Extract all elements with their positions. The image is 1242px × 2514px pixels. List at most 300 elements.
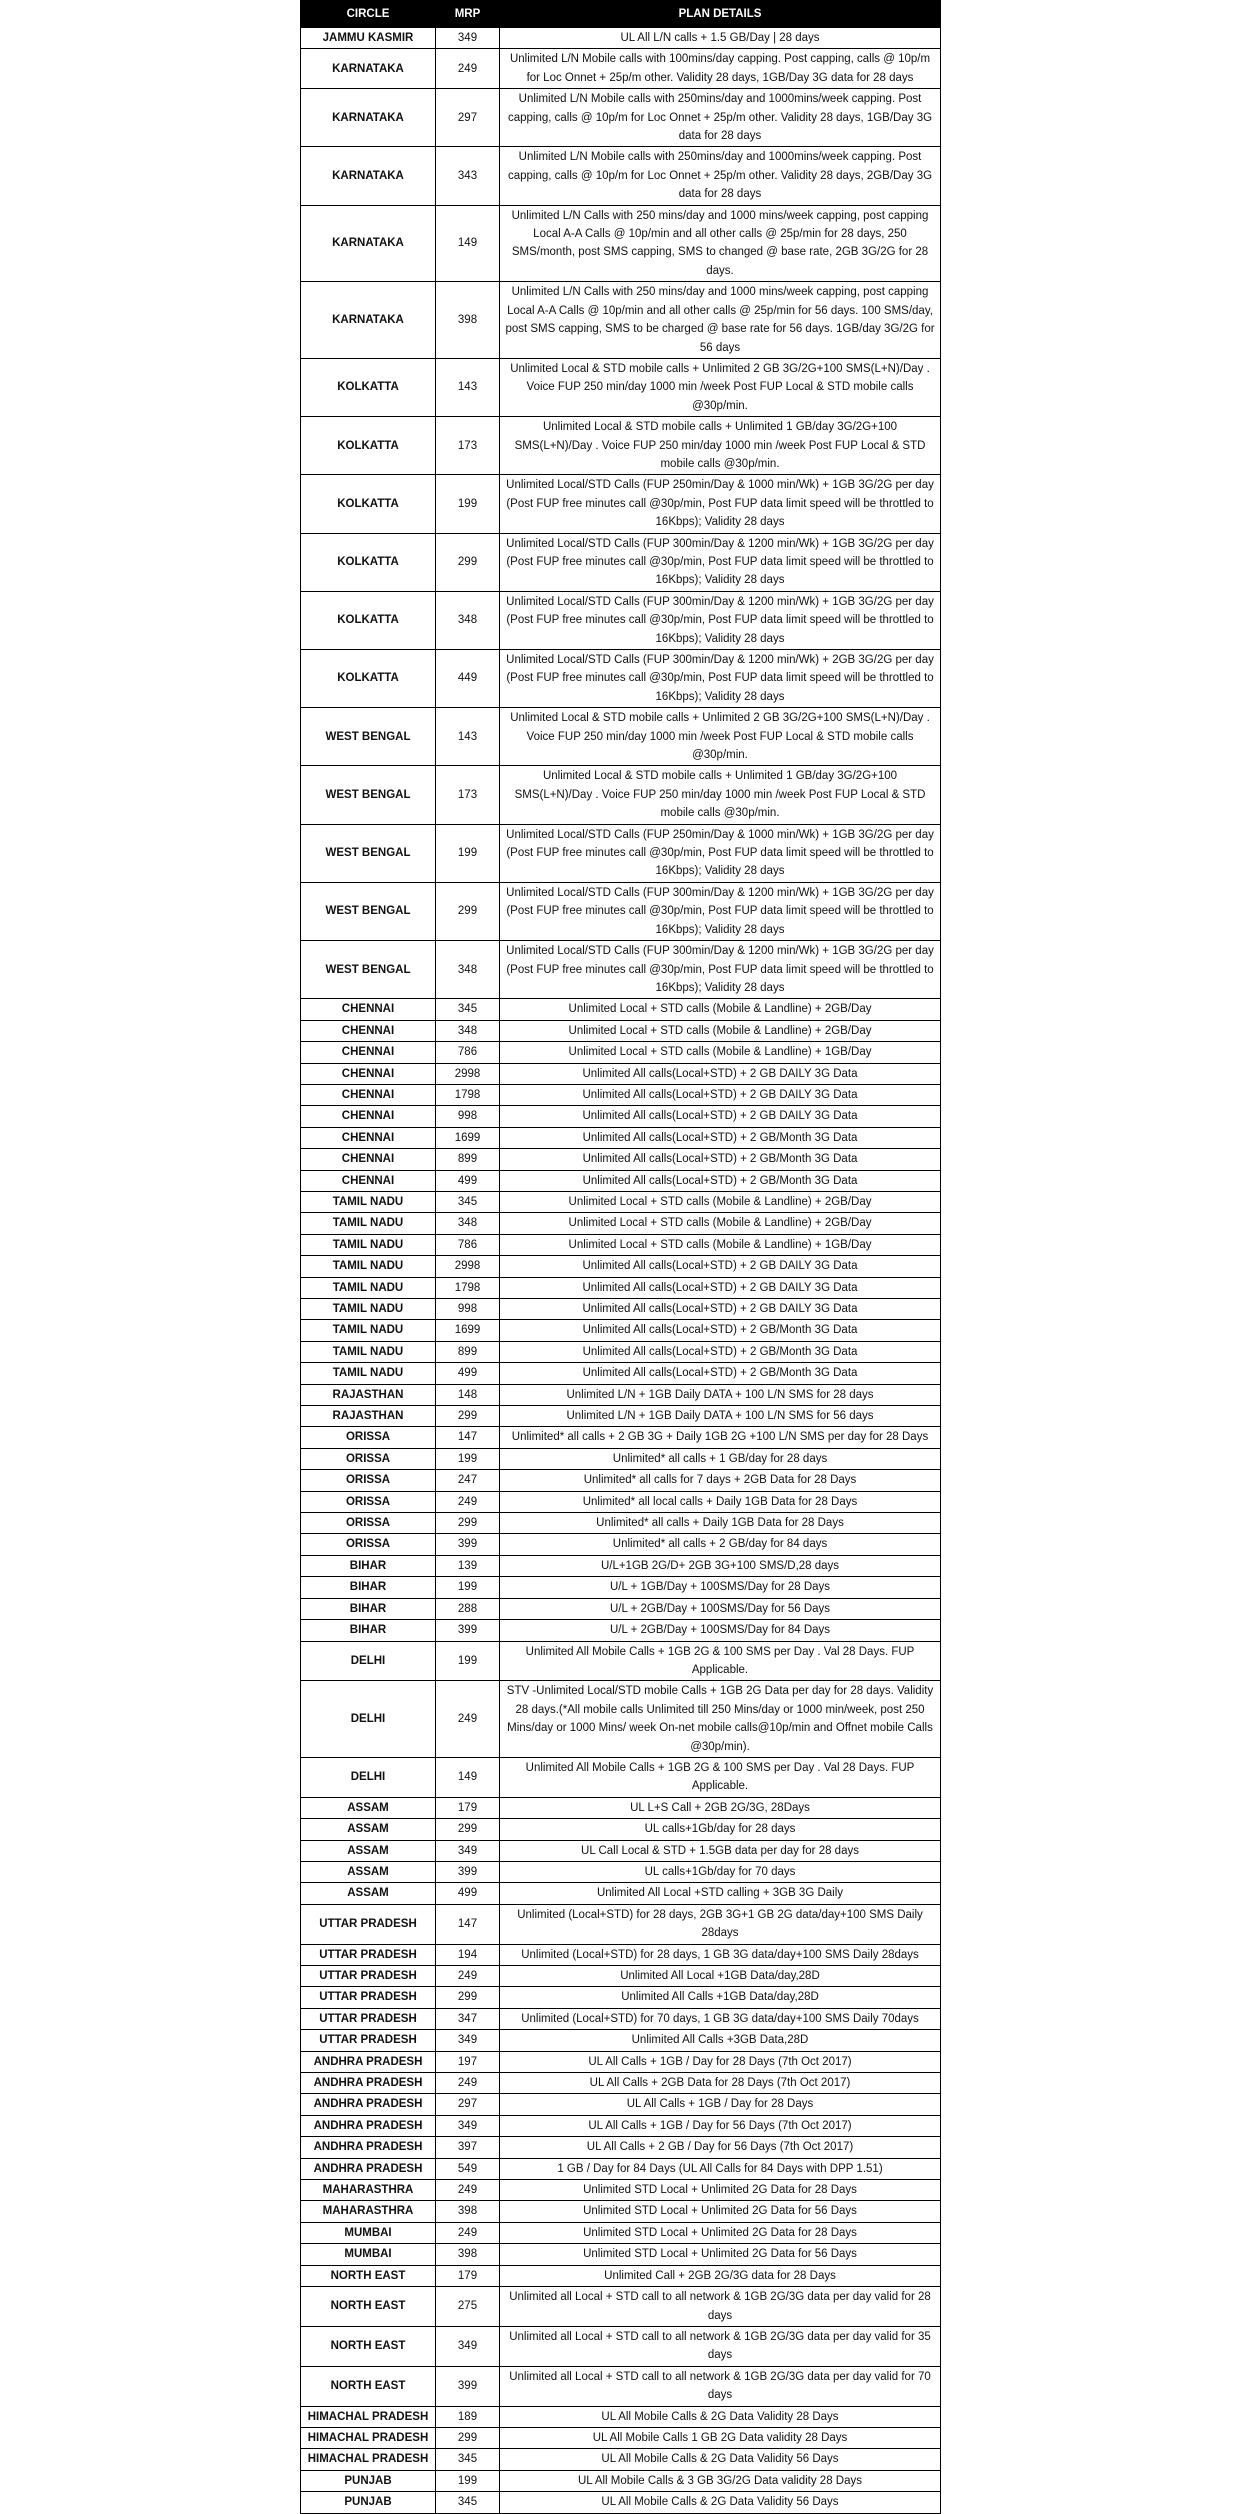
plan-details-cell: Unlimited L/N Mobile calls with 250mins/day and 1000mins/week capping. Post capping, calls @ 10p/m for Loc Onnet + 25p/m other. Validity 28 days, 2GB/Day 3G data for 28 days bbox=[500, 147, 941, 205]
table-row bbox=[301, 2158, 941, 2179]
table-row bbox=[301, 1620, 941, 1641]
circle-cell: ANDHRA PRADESH bbox=[301, 2073, 436, 2094]
circle-cell: MUMBAI bbox=[301, 2222, 436, 2243]
table-row bbox=[301, 1341, 941, 1362]
table-row bbox=[301, 2492, 941, 2513]
plan-details-cell: UL All Mobile Calls & 3 GB 3G/2G Data validity 28 Days bbox=[500, 2470, 941, 2491]
table-header bbox=[301, 1, 941, 28]
table-row bbox=[301, 1084, 941, 1105]
circle-cell: BIHAR bbox=[301, 1620, 436, 1641]
plan-details-cell: UL All Calls + 1GB / Day for 56 Days (7th Oct 2017) bbox=[500, 2115, 941, 2136]
table-row bbox=[301, 1641, 941, 1681]
table-row bbox=[301, 1470, 941, 1491]
plan-details-cell: Unlimited STD Local + Unlimited 2G Data for 28 Days bbox=[500, 2180, 941, 2201]
circle-cell: WEST BENGAL bbox=[301, 708, 436, 766]
table-row bbox=[301, 2222, 941, 2243]
mrp-cell: 179 bbox=[436, 1797, 500, 1818]
table-row bbox=[301, 1042, 941, 1063]
table-row bbox=[301, 1757, 941, 1797]
circle-cell: KOLKATTA bbox=[301, 650, 436, 708]
table-row bbox=[301, 2287, 941, 2327]
table-row bbox=[301, 2094, 941, 2115]
circle-cell: ASSAM bbox=[301, 1840, 436, 1861]
circle-cell: ANDHRA PRADESH bbox=[301, 2051, 436, 2072]
header-mrp: MRP bbox=[436, 1, 500, 28]
circle-cell: MAHARASTHRA bbox=[301, 2201, 436, 2222]
table-row bbox=[301, 1861, 941, 1882]
header-row bbox=[301, 1, 941, 28]
mrp-cell: 397 bbox=[436, 2137, 500, 2158]
table-row bbox=[301, 2427, 941, 2448]
plan-details-cell: UL All Calls + 2 GB / Day for 56 Days (7th Oct 2017) bbox=[500, 2137, 941, 2158]
mrp-cell: 499 bbox=[436, 1363, 500, 1384]
circle-cell: CHENNAI bbox=[301, 1063, 436, 1084]
plan-details-cell: Unlimited L/N Calls with 250 mins/day and 1000 mins/week capping, post capping Local A-A Calls @ 10p/min and all other calls @ 25p/min for 56 days. 100 SMS/day, post SMS capping, SMS to be charged @ base rate for 56 days. 1GB/day 3G/2G for 56 days bbox=[500, 282, 941, 359]
mrp-cell: 399 bbox=[436, 1861, 500, 1882]
plan-details-cell: Unlimited* all calls for 7 days + 2GB Data for 28 Days bbox=[500, 1470, 941, 1491]
mrp-cell: 345 bbox=[436, 999, 500, 1020]
table-row bbox=[301, 1513, 941, 1534]
table-row bbox=[301, 1363, 941, 1384]
plan-details-cell: Unlimited Local & STD mobile calls + Unlimited 1 GB/day 3G/2G+100 SMS(L+N)/Day . Voice FUP 250 min/day 1000 min /week Post FUP Local & STD mobile calls @30p/min. bbox=[500, 417, 941, 475]
mrp-cell: 299 bbox=[436, 882, 500, 940]
circle-cell: ASSAM bbox=[301, 1883, 436, 1904]
plan-details-cell: Unlimited All calls(Local+STD) + 2 GB DAILY 3G Data bbox=[500, 1106, 941, 1127]
mrp-cell: 297 bbox=[436, 2094, 500, 2115]
mrp-cell: 299 bbox=[436, 2427, 500, 2448]
mrp-cell: 299 bbox=[436, 1819, 500, 1840]
circle-cell: KOLKATTA bbox=[301, 533, 436, 591]
table-row bbox=[301, 1797, 941, 1818]
table-row bbox=[301, 1883, 941, 1904]
circle-cell: DELHI bbox=[301, 1681, 436, 1758]
plan-details-cell: Unlimited* all local calls + Daily 1GB Data for 28 Days bbox=[500, 1491, 941, 1512]
table-row bbox=[301, 1406, 941, 1427]
plan-details-cell: Unlimited STD Local + Unlimited 2G Data for 56 Days bbox=[500, 2244, 941, 2265]
mrp-cell: 173 bbox=[436, 766, 500, 824]
mrp-cell: 148 bbox=[436, 1384, 500, 1405]
mrp-cell: 199 bbox=[436, 475, 500, 533]
plan-details-cell: Unlimited Local/STD Calls (FUP 300min/Day & 1200 min/Wk) + 1GB 3G/2G per day (Post FUP free minutes call @30p/min, Post FUP data limit speed will be throttled to 16Kbps); Validity 28 days bbox=[500, 591, 941, 649]
plan-details-cell: UL All Mobile Calls & 2G Data Validity 56 Days bbox=[500, 2492, 941, 2513]
table-row bbox=[301, 1020, 941, 1041]
plan-details-cell: Unlimited Local/STD Calls (FUP 300min/Day & 1200 min/Wk) + 2GB 3G/2G per day (Post FUP free minutes call @30p/min, Post FUP data limit speed will be throttled to 16Kbps); Validity 28 days bbox=[500, 650, 941, 708]
plan-details-cell: Unlimited Local & STD mobile calls + Unlimited 2 GB 3G/2G+100 SMS(L+N)/Day . Voice FUP 250 min/day 1000 min /week Post FUP Local & STD mobile calls @30p/min. bbox=[500, 358, 941, 416]
table-row bbox=[301, 882, 941, 940]
plan-details-cell: Unlimited All calls(Local+STD) + 2 GB DAILY 3G Data bbox=[500, 1277, 941, 1298]
circle-cell: ORISSA bbox=[301, 1513, 436, 1534]
plan-details-cell: U/L + 2GB/Day + 100SMS/Day for 84 Days bbox=[500, 1620, 941, 1641]
table-body bbox=[301, 28, 941, 2514]
table-row bbox=[301, 282, 941, 359]
table-row bbox=[301, 358, 941, 416]
table-row bbox=[301, 147, 941, 205]
table-row bbox=[301, 1491, 941, 1512]
plan-details-cell: Unlimited STD Local + Unlimited 2G Data for 28 Days bbox=[500, 2222, 941, 2243]
plan-details-cell: Unlimited Local + STD calls (Mobile & Landline) + 2GB/Day bbox=[500, 999, 941, 1020]
mrp-cell: 143 bbox=[436, 358, 500, 416]
table-row bbox=[301, 1598, 941, 1619]
circle-cell: KARNATAKA bbox=[301, 205, 436, 282]
table-row bbox=[301, 2030, 941, 2051]
plan-details-cell: UL calls+1Gb/day for 70 days bbox=[500, 1861, 941, 1882]
mrp-cell: 139 bbox=[436, 1555, 500, 1576]
circle-cell: KARNATAKA bbox=[301, 147, 436, 205]
mrp-cell: 398 bbox=[436, 2244, 500, 2265]
circle-cell: JAMMU KASMIR bbox=[301, 28, 436, 49]
plan-details-cell: Unlimited Local/STD Calls (FUP 250min/Day & 1000 min/Wk) + 1GB 3G/2G per day (Post FUP free minutes call @30p/min, Post FUP data limit speed will be throttled to 16Kbps); Validity 28 days bbox=[500, 475, 941, 533]
plan-details-cell: Unlimited All calls(Local+STD) + 2 GB DAILY 3G Data bbox=[500, 1299, 941, 1320]
circle-cell: NORTH EAST bbox=[301, 2366, 436, 2406]
circle-cell: UTTAR PRADESH bbox=[301, 1904, 436, 1944]
table-row bbox=[301, 1987, 941, 2008]
circle-cell: ORISSA bbox=[301, 1427, 436, 1448]
mrp-cell: 149 bbox=[436, 1757, 500, 1797]
circle-cell: ORISSA bbox=[301, 1534, 436, 1555]
mrp-cell: 998 bbox=[436, 1106, 500, 1127]
mrp-cell: 194 bbox=[436, 1944, 500, 1965]
plan-details-cell: Unlimited all Local + STD call to all network & 1GB 2G/3G data per day valid for 70 days bbox=[500, 2366, 941, 2406]
circle-cell: ANDHRA PRADESH bbox=[301, 2094, 436, 2115]
plan-details-cell: Unlimited Local/STD Calls (FUP 300min/Day & 1200 min/Wk) + 1GB 3G/2G per day (Post FUP free minutes call @30p/min, Post FUP data limit speed will be throttled to 16Kbps); Validity 28 days bbox=[500, 941, 941, 999]
table-row bbox=[301, 766, 941, 824]
circle-cell: ANDHRA PRADESH bbox=[301, 2115, 436, 2136]
mrp-cell: 499 bbox=[436, 1883, 500, 1904]
plan-details-cell: STV -Unlimited Local/STD mobile Calls + 1GB 2G Data per day for 28 days. Validity 28 days.(*All mobile calls Unlimited till 250 Mins/day or 1000 min/week, post 250 Mins/day or 1000 Mins/ week On-net mobile calls@10p/min and Offnet mobile Calls @30p/min). bbox=[500, 1681, 941, 1758]
circle-cell: CHENNAI bbox=[301, 1127, 436, 1148]
circle-cell: ORISSA bbox=[301, 1448, 436, 1469]
mrp-cell: 449 bbox=[436, 650, 500, 708]
circle-cell: CHENNAI bbox=[301, 999, 436, 1020]
circle-cell: ASSAM bbox=[301, 1797, 436, 1818]
circle-cell: KARNATAKA bbox=[301, 89, 436, 147]
mrp-cell: 249 bbox=[436, 2180, 500, 2201]
circle-cell: NORTH EAST bbox=[301, 2326, 436, 2366]
circle-cell: ASSAM bbox=[301, 1861, 436, 1882]
plan-details-cell: Unlimited Local + STD calls (Mobile & Landline) + 2GB/Day bbox=[500, 1020, 941, 1041]
circle-cell: TAMIL NADU bbox=[301, 1363, 436, 1384]
table-row bbox=[301, 1944, 941, 1965]
mrp-cell: 786 bbox=[436, 1234, 500, 1255]
circle-cell: KOLKATTA bbox=[301, 591, 436, 649]
table-row bbox=[301, 2201, 941, 2222]
mrp-cell: 179 bbox=[436, 2265, 500, 2286]
mrp-cell: 499 bbox=[436, 1170, 500, 1191]
table-row bbox=[301, 1063, 941, 1084]
mrp-cell: 297 bbox=[436, 89, 500, 147]
circle-cell: CHENNAI bbox=[301, 1042, 436, 1063]
table-row bbox=[301, 1427, 941, 1448]
circle-cell: BIHAR bbox=[301, 1577, 436, 1598]
mrp-cell: 348 bbox=[436, 941, 500, 999]
mrp-cell: 399 bbox=[436, 1620, 500, 1641]
circle-cell: WEST BENGAL bbox=[301, 941, 436, 999]
plan-details-cell: U/L+1GB 2G/D+ 2GB 3G+100 SMS/D,28 days bbox=[500, 1555, 941, 1576]
mrp-cell: 2998 bbox=[436, 1063, 500, 1084]
mrp-cell: 348 bbox=[436, 1020, 500, 1041]
plan-details-cell: Unlimited All calls(Local+STD) + 2 GB/Month 3G Data bbox=[500, 1363, 941, 1384]
circle-cell: KOLKATTA bbox=[301, 417, 436, 475]
plan-details-cell: Unlimited All calls(Local+STD) + 2 GB/Month 3G Data bbox=[500, 1149, 941, 1170]
table-row bbox=[301, 1234, 941, 1255]
mrp-cell: 197 bbox=[436, 2051, 500, 2072]
plan-details-cell: U/L + 1GB/Day + 100SMS/Day for 28 Days bbox=[500, 1577, 941, 1598]
circle-cell: MAHARASTHRA bbox=[301, 2180, 436, 2201]
plan-details-cell: 1 GB / Day for 84 Days (UL All Calls for 84 Days with DPP 1.51) bbox=[500, 2158, 941, 2179]
circle-cell: PUNJAB bbox=[301, 2492, 436, 2513]
plan-details-cell: Unlimited Local/STD Calls (FUP 300min/Day & 1200 min/Wk) + 1GB 3G/2G per day (Post FUP free minutes call @30p/min, Post FUP data limit speed will be throttled to 16Kbps); Validity 28 days bbox=[500, 882, 941, 940]
table-row bbox=[301, 1106, 941, 1127]
plan-details-cell: Unlimited Call + 2GB 2G/3G data for 28 Days bbox=[500, 2265, 941, 2286]
circle-cell: KARNATAKA bbox=[301, 282, 436, 359]
mrp-cell: 288 bbox=[436, 1598, 500, 1619]
mrp-cell: 189 bbox=[436, 2406, 500, 2427]
plan-details-cell: Unlimited All calls(Local+STD) + 2 GB/Month 3G Data bbox=[500, 1320, 941, 1341]
mrp-cell: 1699 bbox=[436, 1320, 500, 1341]
mrp-cell: 398 bbox=[436, 282, 500, 359]
mrp-cell: 398 bbox=[436, 2201, 500, 2222]
circle-cell: ORISSA bbox=[301, 1470, 436, 1491]
plan-details-cell: Unlimited All calls(Local+STD) + 2 GB/Month 3G Data bbox=[500, 1341, 941, 1362]
mrp-cell: 349 bbox=[436, 2030, 500, 2051]
plan-details-cell: Unlimited All calls(Local+STD) + 2 GB DAILY 3G Data bbox=[500, 1063, 941, 1084]
table-row bbox=[301, 1555, 941, 1576]
circle-cell: WEST BENGAL bbox=[301, 882, 436, 940]
plan-details-cell: Unlimited All calls(Local+STD) + 2 GB/Month 3G Data bbox=[500, 1170, 941, 1191]
plan-details-cell: UL All Calls + 2GB Data for 28 Days (7th Oct 2017) bbox=[500, 2073, 941, 2094]
plan-details-cell: Unlimited* all calls + 2 GB 3G + Daily 1GB 2G +100 L/N SMS per day for 28 Days bbox=[500, 1427, 941, 1448]
plan-details-cell: UL Call Local & STD + 1.5GB data per day for 28 days bbox=[500, 1840, 941, 1861]
plan-details-cell: Unlimited Local & STD mobile calls + Unlimited 2 GB 3G/2G+100 SMS(L+N)/Day . Voice FUP 250 min/day 1000 min /week Post FUP Local & STD mobile calls @30p/min. bbox=[500, 708, 941, 766]
mrp-cell: 998 bbox=[436, 1299, 500, 1320]
mrp-cell: 549 bbox=[436, 2158, 500, 2179]
circle-cell: CHENNAI bbox=[301, 1020, 436, 1041]
table-row bbox=[301, 2244, 941, 2265]
table-row bbox=[301, 1904, 941, 1944]
mrp-cell: 348 bbox=[436, 1213, 500, 1234]
table-row bbox=[301, 1681, 941, 1758]
plan-details-cell: Unlimited (Local+STD) for 28 days, 2GB 3G+1 GB 2G data/day+100 SMS Daily 28days bbox=[500, 1904, 941, 1944]
circle-cell: TAMIL NADU bbox=[301, 1191, 436, 1212]
plan-details-cell: Unlimited Local & STD mobile calls + Unlimited 1 GB/day 3G/2G+100 SMS(L+N)/Day . Voice FUP 250 min/day 1000 min /week Post FUP Local & STD mobile calls @30p/min. bbox=[500, 766, 941, 824]
plan-details-cell: Unlimited all Local + STD call to all network & 1GB 2G/3G data per day valid for 28 days bbox=[500, 2287, 941, 2327]
table-row bbox=[301, 2449, 941, 2470]
plan-details-cell: Unlimited Local/STD Calls (FUP 250min/Day & 1000 min/Wk) + 1GB 3G/2G per day (Post FUP free minutes call @30p/min, Post FUP data limit speed will be throttled to 16Kbps); Validity 28 days bbox=[500, 824, 941, 882]
mrp-cell: 199 bbox=[436, 1448, 500, 1469]
circle-cell: WEST BENGAL bbox=[301, 766, 436, 824]
table-row bbox=[301, 2326, 941, 2366]
plan-details-cell: Unlimited L/N Mobile calls with 250mins/day and 1000mins/week capping. Post capping, calls @ 10p/m for Loc Onnet + 25p/m other. Validity 28 days, 1GB/Day 3G data for 28 days bbox=[500, 89, 941, 147]
table-row bbox=[301, 2008, 941, 2029]
plan-details-cell: Unlimited (Local+STD) for 70 days, 1 GB 3G data/day+100 SMS Daily 70days bbox=[500, 2008, 941, 2029]
circle-cell: ANDHRA PRADESH bbox=[301, 2137, 436, 2158]
plan-details-cell: UL All Mobile Calls & 2G Data Validity 56 Days bbox=[500, 2449, 941, 2470]
plan-details-cell: Unlimited* all calls + Daily 1GB Data for 28 Days bbox=[500, 1513, 941, 1534]
mrp-cell: 299 bbox=[436, 1987, 500, 2008]
table-row bbox=[301, 1149, 941, 1170]
table-row bbox=[301, 708, 941, 766]
table-row bbox=[301, 1577, 941, 1598]
table-row bbox=[301, 2137, 941, 2158]
mrp-cell: 275 bbox=[436, 2287, 500, 2327]
mrp-cell: 249 bbox=[436, 1681, 500, 1758]
plan-details-cell: Unlimited All Local +1GB Data/day,28D bbox=[500, 1966, 941, 1987]
circle-cell: CHENNAI bbox=[301, 1170, 436, 1191]
circle-cell: UTTAR PRADESH bbox=[301, 1987, 436, 2008]
table-row bbox=[301, 28, 941, 49]
circle-cell: PUNJAB bbox=[301, 2470, 436, 2491]
plan-details-cell: Unlimited All calls(Local+STD) + 2 GB DAILY 3G Data bbox=[500, 1256, 941, 1277]
plan-details-cell: Unlimited All Calls +1GB Data/day,28D bbox=[500, 1987, 941, 2008]
circle-cell: BIHAR bbox=[301, 1555, 436, 1576]
mrp-cell: 247 bbox=[436, 1470, 500, 1491]
table-row bbox=[301, 1256, 941, 1277]
mrp-cell: 349 bbox=[436, 1840, 500, 1861]
mrp-cell: 299 bbox=[436, 1406, 500, 1427]
circle-cell: WEST BENGAL bbox=[301, 824, 436, 882]
table-row bbox=[301, 2406, 941, 2427]
table-row bbox=[301, 999, 941, 1020]
mrp-cell: 199 bbox=[436, 824, 500, 882]
header-plan-details: PLAN DETAILS bbox=[500, 1, 941, 28]
plan-details-cell: Unlimited All Local +STD calling + 3GB 3G Daily bbox=[500, 1883, 941, 1904]
mrp-cell: 786 bbox=[436, 1042, 500, 1063]
mrp-cell: 147 bbox=[436, 1904, 500, 1944]
circle-cell: TAMIL NADU bbox=[301, 1213, 436, 1234]
plan-details-cell: Unlimited L/N + 1GB Daily DATA + 100 L/N SMS for 28 days bbox=[500, 1384, 941, 1405]
header-circle: CIRCLE bbox=[301, 1, 436, 28]
circle-cell: UTTAR PRADESH bbox=[301, 1944, 436, 1965]
plan-details-cell: Unlimited Local + STD calls (Mobile & Landline) + 1GB/Day bbox=[500, 1042, 941, 1063]
plan-details-cell: UL All Mobile Calls & 2G Data Validity 28 Days bbox=[500, 2406, 941, 2427]
mrp-cell: 349 bbox=[436, 28, 500, 49]
mrp-cell: 249 bbox=[436, 2073, 500, 2094]
mrp-cell: 348 bbox=[436, 591, 500, 649]
table-row bbox=[301, 2470, 941, 2491]
table-row bbox=[301, 1277, 941, 1298]
mrp-cell: 299 bbox=[436, 533, 500, 591]
circle-cell: HIMACHAL PRADESH bbox=[301, 2427, 436, 2448]
mrp-cell: 249 bbox=[436, 1491, 500, 1512]
plan-details-cell: UL L+S Call + 2GB 2G/3G, 28Days bbox=[500, 1797, 941, 1818]
circle-cell: MUMBAI bbox=[301, 2244, 436, 2265]
table-row bbox=[301, 533, 941, 591]
mrp-cell: 249 bbox=[436, 1966, 500, 1987]
plan-details-cell: Unlimited L/N Calls with 250 mins/day and 1000 mins/week capping, post capping Local A-A Calls @ 10p/min and all other calls @ 25p/min for 28 days, 250 SMS/month, post SMS capping, SMS to changed @ base rate, 2GB 3G/2G for 28 days. bbox=[500, 205, 941, 282]
plan-details-cell: Unlimited L/N + 1GB Daily DATA + 100 L/N SMS for 56 days bbox=[500, 1406, 941, 1427]
table-row bbox=[301, 650, 941, 708]
circle-cell: CHENNAI bbox=[301, 1106, 436, 1127]
mrp-cell: 399 bbox=[436, 2366, 500, 2406]
plan-details-cell: Unlimited All calls(Local+STD) + 2 GB DAILY 3G Data bbox=[500, 1084, 941, 1105]
mrp-cell: 149 bbox=[436, 205, 500, 282]
mrp-cell: 299 bbox=[436, 1513, 500, 1534]
plan-details-cell: Unlimited All Mobile Calls + 1GB 2G & 100 SMS per Day . Val 28 Days. FUP Applicable. bbox=[500, 1641, 941, 1681]
table-row bbox=[301, 824, 941, 882]
mrp-cell: 349 bbox=[436, 2115, 500, 2136]
table-row bbox=[301, 2366, 941, 2406]
mrp-cell: 1798 bbox=[436, 1084, 500, 1105]
mrp-cell: 143 bbox=[436, 708, 500, 766]
circle-cell: NORTH EAST bbox=[301, 2287, 436, 2327]
mrp-cell: 199 bbox=[436, 2470, 500, 2491]
table-row bbox=[301, 205, 941, 282]
plan-details-cell: Unlimited All Calls +3GB Data,28D bbox=[500, 2030, 941, 2051]
table-row bbox=[301, 1819, 941, 1840]
table-row bbox=[301, 1127, 941, 1148]
plan-details-cell: Unlimited All Mobile Calls + 1GB 2G & 100 SMS per Day . Val 28 Days. FUP Applicable. bbox=[500, 1757, 941, 1797]
plan-details-cell: UL All Mobile Calls 1 GB 2G Data validity 28 Days bbox=[500, 2427, 941, 2448]
circle-cell: ORISSA bbox=[301, 1491, 436, 1512]
plan-details-cell: UL calls+1Gb/day for 28 days bbox=[500, 1819, 941, 1840]
circle-cell: KOLKATTA bbox=[301, 475, 436, 533]
plan-details-cell: Unlimited L/N Mobile calls with 100mins/day capping. Post capping, calls @ 10p/m for Loc Onnet + 25p/m other. Validity 28 days, 1GB/Day 3G data for 28 days bbox=[500, 49, 941, 89]
circle-cell: UTTAR PRADESH bbox=[301, 2030, 436, 2051]
circle-cell: HIMACHAL PRADESH bbox=[301, 2406, 436, 2427]
circle-cell: ASSAM bbox=[301, 1819, 436, 1840]
circle-cell: TAMIL NADU bbox=[301, 1299, 436, 1320]
plan-details-cell: Unlimited Local/STD Calls (FUP 300min/Day & 1200 min/Wk) + 1GB 3G/2G per day (Post FUP free minutes call @30p/min, Post FUP data limit speed will be throttled to 16Kbps); Validity 28 days bbox=[500, 533, 941, 591]
table-row bbox=[301, 2051, 941, 2072]
table-row bbox=[301, 941, 941, 999]
circle-cell: CHENNAI bbox=[301, 1084, 436, 1105]
mrp-cell: 249 bbox=[436, 2222, 500, 2243]
circle-cell: TAMIL NADU bbox=[301, 1320, 436, 1341]
circle-cell: KOLKATTA bbox=[301, 358, 436, 416]
plan-details-cell: U/L + 2GB/Day + 100SMS/Day for 56 Days bbox=[500, 1598, 941, 1619]
mrp-cell: 1699 bbox=[436, 1127, 500, 1148]
plan-details-cell: UL All Calls + 1GB / Day for 28 Days bbox=[500, 2094, 941, 2115]
circle-cell: HIMACHAL PRADESH bbox=[301, 2449, 436, 2470]
plan-details-cell: Unlimited all Local + STD call to all network & 1GB 2G/3G data per day valid for 35 days bbox=[500, 2326, 941, 2366]
circle-cell: KARNATAKA bbox=[301, 49, 436, 89]
table-row bbox=[301, 89, 941, 147]
mrp-cell: 899 bbox=[436, 1341, 500, 1362]
mrp-cell: 343 bbox=[436, 147, 500, 205]
circle-cell: TAMIL NADU bbox=[301, 1256, 436, 1277]
mrp-cell: 345 bbox=[436, 2449, 500, 2470]
mrp-cell: 147 bbox=[436, 1427, 500, 1448]
mrp-cell: 249 bbox=[436, 49, 500, 89]
plan-details-cell: Unlimited Local + STD calls (Mobile & Landline) + 2GB/Day bbox=[500, 1191, 941, 1212]
circle-cell: DELHI bbox=[301, 1757, 436, 1797]
table-row bbox=[301, 2073, 941, 2094]
mrp-cell: 349 bbox=[436, 2326, 500, 2366]
plan-details-cell: Unlimited Local + STD calls (Mobile & Landline) + 2GB/Day bbox=[500, 1213, 941, 1234]
circle-cell: CHENNAI bbox=[301, 1149, 436, 1170]
plan-table bbox=[300, 0, 941, 2514]
table-row bbox=[301, 2265, 941, 2286]
table-row bbox=[301, 1966, 941, 1987]
plan-details-cell: Unlimited* all calls + 1 GB/day for 28 days bbox=[500, 1448, 941, 1469]
circle-cell: BIHAR bbox=[301, 1598, 436, 1619]
table-row bbox=[301, 2180, 941, 2201]
plan-details-cell: Unlimited STD Local + Unlimited 2G Data for 56 Days bbox=[500, 2201, 941, 2222]
table-row bbox=[301, 1299, 941, 1320]
circle-cell: ANDHRA PRADESH bbox=[301, 2158, 436, 2179]
table-row bbox=[301, 49, 941, 89]
mrp-cell: 2998 bbox=[436, 1256, 500, 1277]
circle-cell: NORTH EAST bbox=[301, 2265, 436, 2286]
table-row bbox=[301, 475, 941, 533]
circle-cell: TAMIL NADU bbox=[301, 1234, 436, 1255]
table-row bbox=[301, 1384, 941, 1405]
circle-cell: TAMIL NADU bbox=[301, 1341, 436, 1362]
table-row bbox=[301, 1534, 941, 1555]
table-row bbox=[301, 1213, 941, 1234]
circle-cell: RAJASTHAN bbox=[301, 1406, 436, 1427]
mrp-cell: 345 bbox=[436, 2492, 500, 2513]
